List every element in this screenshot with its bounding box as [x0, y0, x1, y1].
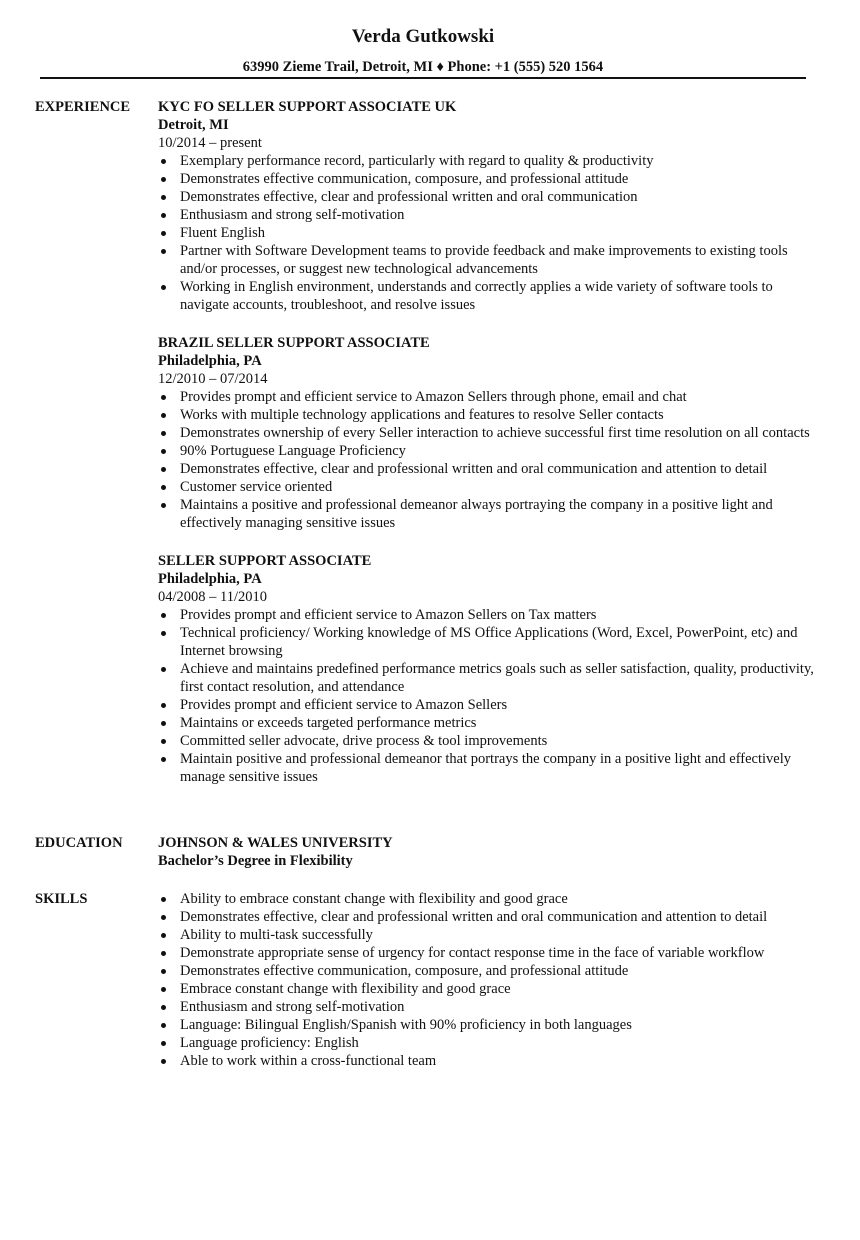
skill-item [158, 962, 818, 980]
bullet-icon [161, 933, 166, 938]
bullet-icon [161, 757, 166, 762]
bullet-icon [161, 951, 166, 956]
bullet-icon [161, 213, 166, 218]
bullet-icon [161, 631, 166, 636]
bullet-text: Demonstrates ownership of every Seller interaction to achieve successful first time resolution on all contacts [180, 425, 810, 441]
bullet-icon [161, 195, 166, 200]
bullet-text: Maintain positive and professional demeanor that portrays the company in a positive light and effectively manage sensitive issues [180, 751, 791, 785]
bullet-item [158, 460, 818, 478]
bullet-text: Exemplary performance record, particularly with regard to quality & productivity [180, 153, 654, 169]
bullet-icon [161, 285, 166, 290]
bullet-item [158, 188, 818, 206]
degree: Bachelor’s Degree in Flexibility [158, 853, 353, 869]
skill-text: Ability to multi-task successfully [180, 927, 373, 943]
skill-item [158, 1016, 818, 1034]
bullet-text: Partner with Software Development teams to provide feedback and make improvements to existing tools and/or processes, or suggest new technological advancements [180, 243, 788, 277]
bullet-item [158, 388, 818, 406]
skill-text: Language: Bilingual English/Spanish with 90% proficiency in both languages [180, 1017, 632, 1033]
bullet-text: Enthusiasm and strong self-motivation [180, 207, 405, 223]
skill-item [158, 1034, 818, 1052]
job-bullets [158, 388, 818, 532]
experience-section [158, 98, 818, 806]
bullet-item [158, 278, 818, 314]
skill-item [158, 980, 818, 998]
bullet-text: Provides prompt and efficient service to Amazon Sellers [180, 697, 508, 713]
bullet-icon [161, 395, 166, 400]
bullet-icon [161, 449, 166, 454]
bullet-item [158, 442, 818, 460]
contact-line: 63990 Zieme Trail, Detroit, MI ♦ Phone: +1 (555) 520 1564 [242, 59, 604, 75]
bullet-text: 90% Portuguese Language Proficiency [180, 443, 406, 459]
bullet-icon [161, 431, 166, 436]
school-name: JOHNSON & WALES UNIVERSITY [158, 835, 393, 851]
skill-text: Embrace constant change with flexibility and good grace [180, 981, 511, 997]
bullet-item [158, 624, 818, 660]
skill-text: Able to work within a cross-functional team [180, 1053, 437, 1069]
education-section [158, 834, 818, 870]
bullet-icon [161, 1023, 166, 1028]
job-entry [158, 334, 818, 532]
bullet-item [158, 660, 818, 696]
bullet-text: Demonstrates effective, clear and professional written and oral communication and attention to detail [180, 461, 768, 477]
skills-section [158, 890, 818, 1070]
skills-list [158, 890, 818, 1070]
job-bullets [158, 606, 818, 786]
bullet-icon [161, 897, 166, 902]
skill-item [158, 944, 818, 962]
bullet-item [158, 714, 818, 732]
bullet-text: Demonstrates effective communication, composure, and professional attitude [180, 171, 629, 187]
bullet-text: Provides prompt and efficient service to Amazon Sellers through phone, email and chat [180, 389, 687, 405]
bullet-icon [161, 177, 166, 182]
section-label-experience: EXPERIENCE [35, 99, 131, 115]
bullet-icon [161, 1059, 166, 1064]
skill-item [158, 1052, 818, 1070]
bullet-icon [161, 467, 166, 472]
bullet-icon [161, 915, 166, 920]
section-label-skills: SKILLS [35, 891, 88, 907]
bullet-item [158, 732, 818, 750]
bullet-icon [161, 613, 166, 618]
bullet-icon [161, 249, 166, 254]
bullet-icon [161, 159, 166, 164]
bullet-item [158, 496, 818, 532]
header-divider [40, 77, 806, 79]
bullet-item [158, 170, 818, 188]
skill-item [158, 998, 818, 1016]
candidate-name: Verda Gutkowski [351, 26, 495, 47]
job-entry [158, 98, 818, 314]
skill-text: Ability to embrace constant change with flexibility and good grace [180, 891, 568, 907]
bullet-text: Achieve and maintains predefined performance metrics goals such as seller satisfaction, quality, productivity, first contact resolution, and attendance [180, 661, 814, 695]
skill-item [158, 908, 818, 926]
bullet-text: Demonstrates effective, clear and professional written and oral communication [180, 189, 638, 205]
bullet-item [158, 206, 818, 224]
bullet-icon [161, 485, 166, 490]
bullet-item [158, 606, 818, 624]
skill-text: Language proficiency: English [180, 1035, 359, 1051]
bullet-item [158, 424, 818, 442]
bullet-icon [161, 1041, 166, 1046]
bullet-item [158, 406, 818, 424]
bullet-icon [161, 739, 166, 744]
bullet-icon [161, 703, 166, 708]
bullet-text: Provides prompt and efficient service to Amazon Sellers on Tax matters [180, 607, 597, 623]
skill-item [158, 890, 818, 908]
job-dates: 04/2008 – 11/2010 [158, 589, 268, 605]
skill-item [158, 926, 818, 944]
bullet-text: Customer service oriented [180, 479, 333, 495]
bullet-text: Working in English environment, understands and correctly applies a wide variety of software tools to navigate accounts, troubleshoot, and resolve issues [180, 279, 773, 313]
bullet-text: Committed seller advocate, drive process & tool improvements [180, 733, 548, 749]
job-bullets [158, 152, 818, 314]
job-location: Philadelphia, PA [158, 571, 262, 587]
bullet-item [158, 152, 818, 170]
bullet-item [158, 696, 818, 714]
bullet-icon [161, 987, 166, 992]
job-title: SELLER SUPPORT ASSOCIATE [158, 553, 372, 569]
job-dates: 12/2010 – 07/2014 [158, 371, 268, 387]
skill-text: Enthusiasm and strong self-motivation [180, 999, 405, 1015]
bullet-item [158, 750, 818, 786]
bullet-text: Works with multiple technology applications and features to resolve Seller contacts [180, 407, 664, 423]
job-location: Philadelphia, PA [158, 353, 262, 369]
bullet-item [158, 224, 818, 242]
bullet-icon [161, 231, 166, 236]
job-title: BRAZIL SELLER SUPPORT ASSOCIATE [158, 335, 430, 351]
skill-text: Demonstrates effective communication, composure, and professional attitude [180, 963, 629, 979]
bullet-text: Fluent English [180, 225, 265, 241]
bullet-icon [161, 721, 166, 726]
skill-text: Demonstrate appropriate sense of urgency for contact response time in the face of variable workflow [180, 945, 765, 961]
job-location: Detroit, MI [158, 117, 229, 133]
bullet-text: Maintains a positive and professional demeanor always portraying the company in a positive light and effectively managing sensitive issues [180, 497, 773, 531]
bullet-icon [161, 1005, 166, 1010]
bullet-item [158, 242, 818, 278]
job-entry [158, 552, 818, 786]
section-label-education: EDUCATION [35, 835, 123, 851]
job-dates: 10/2014 – present [158, 135, 262, 151]
bullet-icon [161, 969, 166, 974]
skill-text: Demonstrates effective, clear and professional written and oral communication and attention to detail [180, 909, 768, 925]
bullet-icon [161, 667, 166, 672]
bullet-icon [161, 503, 166, 508]
bullet-text: Technical proficiency/ Working knowledge of MS Office Applications (Word, Excel, PowerPoint, etc) and Internet browsing [180, 625, 798, 659]
bullet-item [158, 478, 818, 496]
bullet-icon [161, 413, 166, 418]
job-title: KYC FO SELLER SUPPORT ASSOCIATE UK [158, 99, 457, 115]
bullet-text: Maintains or exceeds targeted performance metrics [180, 715, 477, 731]
